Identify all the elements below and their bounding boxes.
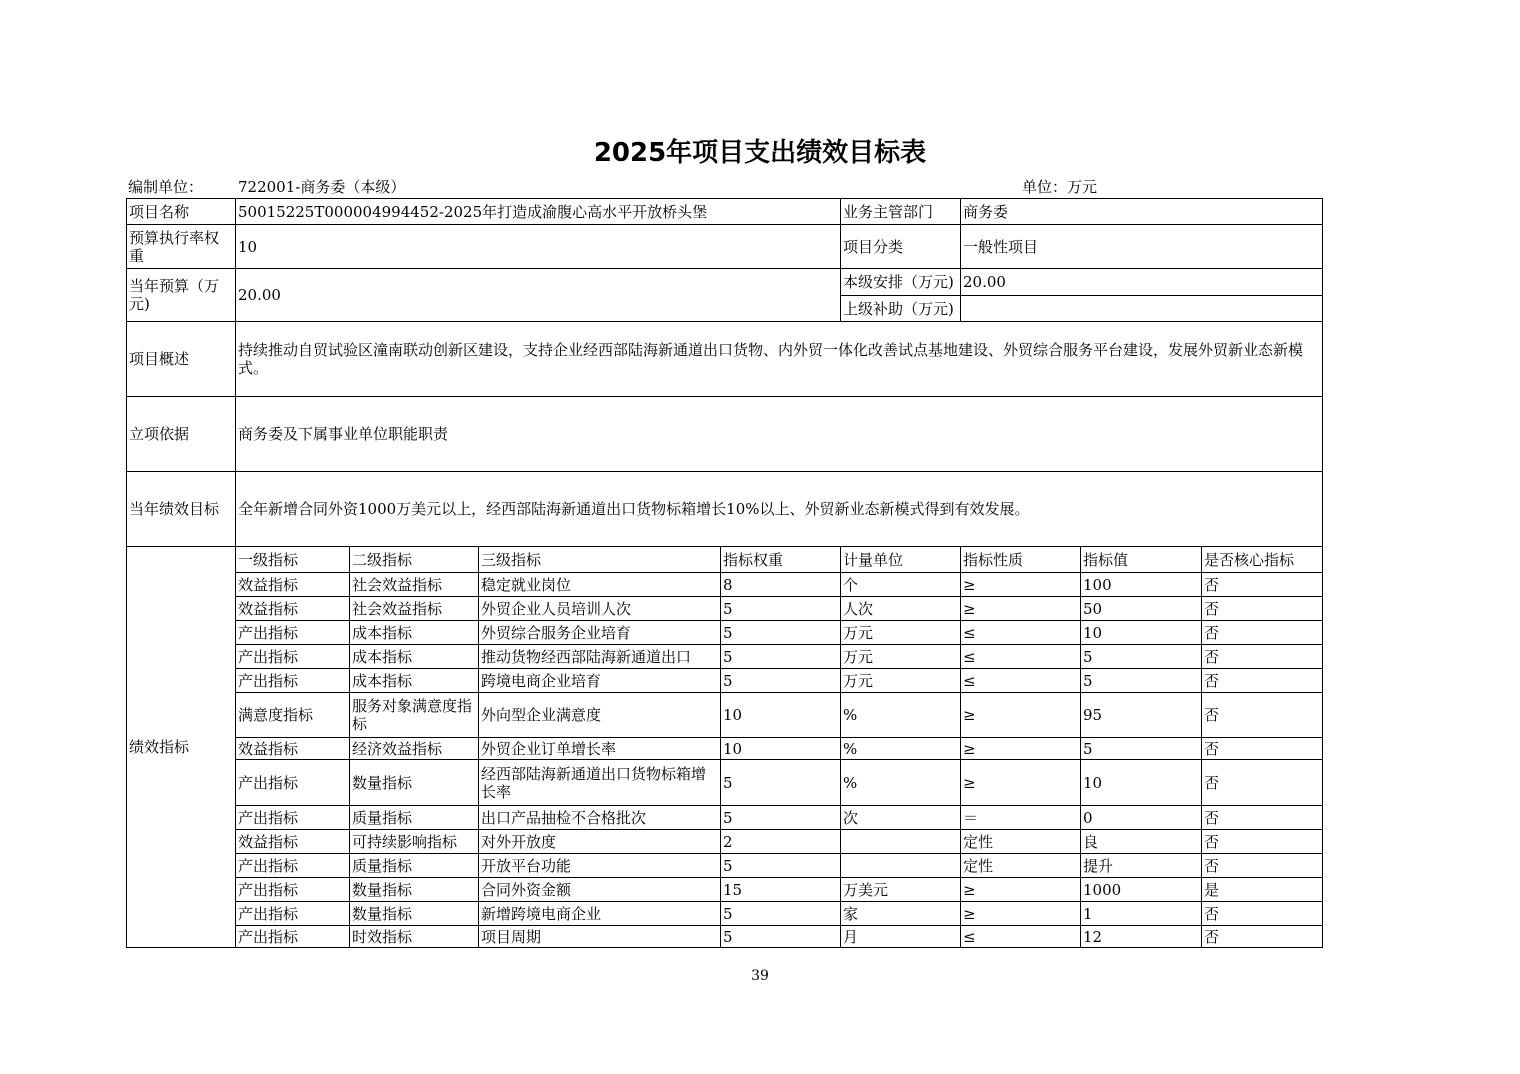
nature-cell: ≥ — [961, 738, 1081, 760]
unit-cell: 万元 — [841, 669, 961, 693]
indicator-row — [127, 597, 1323, 621]
nature-cell: ≤ — [961, 926, 1081, 948]
level2-cell: 质量指标 — [350, 806, 479, 830]
level3-cell: 出口产品抽检不合格批次 — [479, 806, 721, 830]
level2-cell: 数量指标 — [350, 878, 479, 902]
header-cell: 指标权重 — [721, 547, 841, 573]
level3-cell: 经西部陆海新通道出口货物标箱增长率 — [479, 760, 721, 806]
level2-cell: 成本指标 — [350, 645, 479, 669]
level2-cell: 成本指标 — [350, 669, 479, 693]
unit-cell: 人次 — [841, 597, 961, 621]
indicator-section-label: 绩效指标 — [127, 547, 236, 948]
weight-cell: 5 — [721, 760, 841, 806]
nature-cell: 定性 — [961, 830, 1081, 854]
org-value: 722001-商务委（本级） — [238, 178, 406, 196]
core-cell: 否 — [1202, 573, 1323, 597]
value-cell: 5 — [1081, 738, 1202, 760]
level1-cell: 产出指标 — [236, 926, 350, 948]
value-cell: 良 — [1081, 830, 1202, 854]
weight-cell: 15 — [721, 878, 841, 902]
level2-cell: 质量指标 — [350, 854, 479, 878]
indicator-row — [127, 645, 1323, 669]
indicator-row — [127, 902, 1323, 926]
weight-cell: 5 — [721, 597, 841, 621]
level1-cell: 产出指标 — [236, 878, 350, 902]
local-label: 本级安排（万元) — [841, 269, 961, 296]
indicator-row — [127, 854, 1323, 878]
unit-cell: % — [841, 738, 961, 760]
indicator-row — [127, 573, 1323, 597]
nature-cell: ≥ — [961, 760, 1081, 806]
core-cell: 否 — [1202, 902, 1323, 926]
nature-cell: ≤ — [961, 621, 1081, 645]
header-cell: 指标性质 — [961, 547, 1081, 573]
core-cell: 否 — [1202, 693, 1323, 738]
header-cell: 是否核心指标 — [1202, 547, 1323, 573]
indicator-row — [127, 878, 1323, 902]
page-number: 39 — [751, 968, 769, 984]
dept-value: 商务委 — [961, 199, 1323, 225]
level2-cell: 数量指标 — [350, 760, 479, 806]
core-cell: 否 — [1202, 597, 1323, 621]
core-cell: 否 — [1202, 806, 1323, 830]
overview-label: 项目概述 — [127, 322, 236, 397]
unit-cell: 万元 — [841, 645, 961, 669]
level1-cell: 产出指标 — [236, 902, 350, 926]
goal-label: 当年绩效目标 — [127, 472, 236, 547]
weight-cell: 5 — [721, 902, 841, 926]
header-cell: 指标值 — [1081, 547, 1202, 573]
core-cell: 是 — [1202, 878, 1323, 902]
header-cell: 一级指标 — [236, 547, 350, 573]
nature-cell: ≥ — [961, 693, 1081, 738]
level1-cell: 满意度指标 — [236, 693, 350, 738]
nature-cell: 定性 — [961, 854, 1081, 878]
project-name-label: 项目名称 — [127, 199, 236, 225]
level1-cell: 产出指标 — [236, 645, 350, 669]
unit-cell: 家 — [841, 902, 961, 926]
level1-cell: 效益指标 — [236, 830, 350, 854]
unit-cell — [841, 854, 961, 878]
level1-cell: 产出指标 — [236, 806, 350, 830]
value-cell: 5 — [1081, 669, 1202, 693]
row-budget — [127, 269, 1323, 296]
level3-cell: 项目周期 — [479, 926, 721, 948]
level2-cell: 社会效益指标 — [350, 573, 479, 597]
page-title: 2025年项目支出绩效目标表 — [593, 138, 927, 168]
nature-cell: ≥ — [961, 573, 1081, 597]
core-cell: 否 — [1202, 669, 1323, 693]
core-cell: 否 — [1202, 854, 1323, 878]
org-label: 编制单位： — [128, 178, 204, 196]
value-cell: 0 — [1081, 806, 1202, 830]
category-label: 项目分类 — [841, 225, 961, 269]
weight-label: 预算执行率权重 — [127, 225, 236, 269]
budget-label: 当年预算（万元) — [127, 269, 236, 322]
level3-cell: 跨境电商企业培育 — [479, 669, 721, 693]
level1-cell: 产出指标 — [236, 621, 350, 645]
level3-cell: 稳定就业岗位 — [479, 573, 721, 597]
weight-value: 10 — [236, 225, 841, 269]
weight-cell: 5 — [721, 621, 841, 645]
value-cell: 100 — [1081, 573, 1202, 597]
weight-cell: 8 — [721, 573, 841, 597]
indicator-row — [127, 830, 1323, 854]
row-weight — [127, 225, 1323, 269]
performance-target-table — [126, 198, 1323, 948]
level3-cell: 开放平台功能 — [479, 854, 721, 878]
value-cell: 12 — [1081, 926, 1202, 948]
indicator-row — [127, 760, 1323, 806]
unit-cell: 万元 — [841, 621, 961, 645]
indicator-row — [127, 926, 1323, 948]
value-cell: 10 — [1081, 760, 1202, 806]
unit-cell: 个 — [841, 573, 961, 597]
weight-cell: 10 — [721, 738, 841, 760]
value-cell: 10 — [1081, 621, 1202, 645]
unit-cell: 万美元 — [841, 878, 961, 902]
row-basis — [127, 397, 1323, 472]
weight-cell: 5 — [721, 926, 841, 948]
weight-cell: 5 — [721, 806, 841, 830]
core-cell: 否 — [1202, 830, 1323, 854]
budget-value: 20.00 — [236, 269, 841, 322]
indicator-header-row — [127, 547, 1323, 573]
level3-cell: 新增跨境电商企业 — [479, 902, 721, 926]
basis-label: 立项依据 — [127, 397, 236, 472]
goal-value: 全年新增合同外资1000万美元以上，经西部陆海新通道出口货物标箱增长10%以上、外贸新业态新模式得到有效发展。 — [236, 472, 1323, 547]
core-cell: 否 — [1202, 926, 1323, 948]
project-name-value: 50015225T000004994452-2025年打造成渝腹心高水平开放桥头堡 — [236, 199, 841, 225]
indicator-row — [127, 693, 1323, 738]
level1-cell: 效益指标 — [236, 597, 350, 621]
level2-cell: 成本指标 — [350, 621, 479, 645]
weight-cell: 5 — [721, 854, 841, 878]
nature-cell: ≥ — [961, 902, 1081, 926]
level2-cell: 社会效益指标 — [350, 597, 479, 621]
core-cell: 否 — [1202, 760, 1323, 806]
weight-cell: 10 — [721, 693, 841, 738]
indicator-row — [127, 806, 1323, 830]
value-cell: 1000 — [1081, 878, 1202, 902]
level3-cell: 对外开放度 — [479, 830, 721, 854]
nature-cell: ≤ — [961, 645, 1081, 669]
weight-cell: 5 — [721, 645, 841, 669]
level3-cell: 外贸综合服务企业培育 — [479, 621, 721, 645]
header-cell: 二级指标 — [350, 547, 479, 573]
nature-cell: ≥ — [961, 878, 1081, 902]
unit-cell: % — [841, 760, 961, 806]
level2-cell: 可持续影响指标 — [350, 830, 479, 854]
value-cell: 提升 — [1081, 854, 1202, 878]
unit-cell — [841, 830, 961, 854]
level1-cell: 产出指标 — [236, 760, 350, 806]
level2-cell: 服务对象满意度指标 — [350, 693, 479, 738]
level1-cell: 产出指标 — [236, 669, 350, 693]
indicator-row — [127, 669, 1323, 693]
indicator-row — [127, 621, 1323, 645]
row-goal — [127, 472, 1323, 547]
weight-cell: 2 — [721, 830, 841, 854]
level1-cell: 效益指标 — [236, 573, 350, 597]
category-value: 一般性项目 — [961, 225, 1323, 269]
nature-cell: ≤ — [961, 669, 1081, 693]
core-cell: 否 — [1202, 738, 1323, 760]
unit-label: 单位：万元 — [1022, 178, 1098, 196]
subsidy-value — [961, 296, 1323, 322]
unit-cell: 月 — [841, 926, 961, 948]
nature-cell: ≥ — [961, 597, 1081, 621]
value-cell: 95 — [1081, 693, 1202, 738]
level3-cell: 外贸企业人员培训人次 — [479, 597, 721, 621]
level1-cell: 产出指标 — [236, 854, 350, 878]
core-cell: 否 — [1202, 645, 1323, 669]
header-cell: 三级指标 — [479, 547, 721, 573]
level2-cell: 数量指标 — [350, 902, 479, 926]
unit-cell: % — [841, 693, 961, 738]
weight-cell: 5 — [721, 669, 841, 693]
core-cell: 否 — [1202, 621, 1323, 645]
level3-cell: 合同外资金额 — [479, 878, 721, 902]
level2-cell: 经济效益指标 — [350, 738, 479, 760]
value-cell: 50 — [1081, 597, 1202, 621]
header-cell: 计量单位 — [841, 547, 961, 573]
nature-cell: ＝ — [961, 806, 1081, 830]
value-cell: 1 — [1081, 902, 1202, 926]
value-cell: 5 — [1081, 645, 1202, 669]
basis-value: 商务委及下属事业单位职能职责 — [236, 397, 1323, 472]
level3-cell: 外向型企业满意度 — [479, 693, 721, 738]
unit-cell: 次 — [841, 806, 961, 830]
dept-label: 业务主管部门 — [841, 199, 961, 225]
level2-cell: 时效指标 — [350, 926, 479, 948]
row-project-name — [127, 199, 1323, 225]
local-value: 20.00 — [961, 269, 1323, 296]
overview-value: 持续推动自贸试验区潼南联动创新区建设，支持企业经西部陆海新通道出口货物、内外贸一体化改善试点基地建设、外贸综合服务平台建设，发展外贸新业态新模式。 — [236, 322, 1323, 397]
subsidy-label: 上级补助（万元) — [841, 296, 961, 322]
indicator-row — [127, 738, 1323, 760]
level1-cell: 效益指标 — [236, 738, 350, 760]
row-overview — [127, 322, 1323, 397]
level3-cell: 推动货物经西部陆海新通道出口 — [479, 645, 721, 669]
level3-cell: 外贸企业订单增长率 — [479, 738, 721, 760]
